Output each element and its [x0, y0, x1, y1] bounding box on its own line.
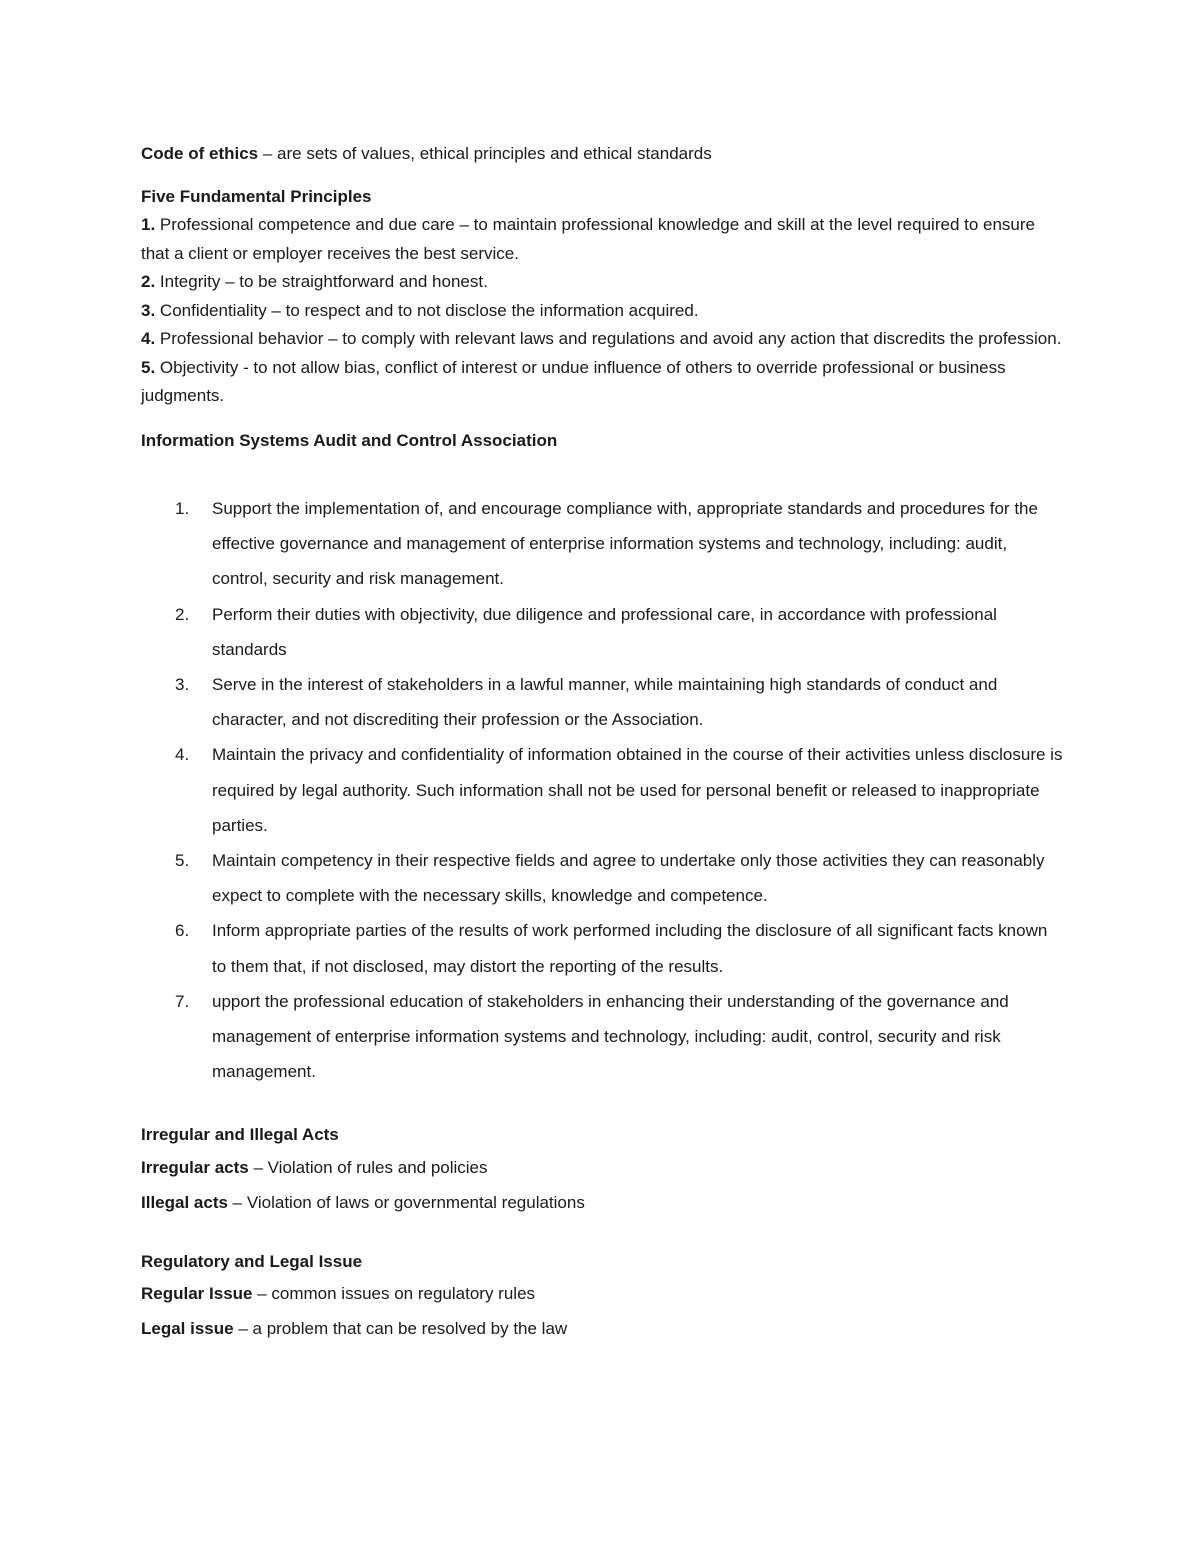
isaca-heading: Information Systems Audit and Control Association: [141, 430, 558, 450]
list-number: 5.: [175, 851, 190, 871]
definition-text: – a problem that can be resolved by the law: [233, 1319, 568, 1339]
definition-item: [141, 1185, 1066, 1220]
list-number: 3.: [175, 675, 190, 695]
principle-item: [141, 325, 1066, 354]
principle-number: 3.: [141, 300, 156, 320]
irregular-illegal-section: [141, 1121, 1066, 1220]
definition-term: Legal issue: [141, 1319, 234, 1339]
principle-number: 4.: [141, 329, 156, 348]
list-number: 6.: [175, 921, 190, 941]
list-number: 1.: [175, 499, 190, 518]
principle-number: 1.: [141, 215, 156, 234]
definition-text: – Violation of laws or governmental regulations: [227, 1192, 585, 1212]
principle-text: Integrity – to be straightforward and honest.: [155, 272, 488, 291]
list-number: 7.: [175, 991, 190, 1011]
code-of-ethics-term: Code of ethics: [141, 144, 259, 163]
principle-item: [141, 211, 1066, 268]
definition-term: Irregular acts: [141, 1157, 249, 1177]
isaca-list-item: [141, 737, 1066, 843]
definition-item: [141, 1276, 1066, 1311]
fundamental-principles-heading: Five Fundamental Principles: [141, 186, 372, 206]
list-item-text: Maintain competency in their respective fields and agree to undertake only those activities they can reasonably expect to complete with the necessary skills, knowledge and competence.: [212, 851, 1045, 906]
definition-term: Illegal acts: [141, 1192, 228, 1212]
list-item-text: Maintain the privacy and confidentiality of information obtained in the course of their activities unless disclosure is required by legal authority. Such information shall not be used for personal benefit or released to inappropriate parties.: [212, 745, 1063, 835]
isaca-list-item: [141, 984, 1066, 1090]
definition-item: [141, 1150, 1066, 1185]
isaca-list-item: [141, 667, 1066, 737]
list-item-text: Inform appropriate parties of the results of work performed including the disclosure of all significant facts known to them that, if not disclosed, may distort the reporting of the results.: [212, 921, 1048, 976]
isaca-list-item: [141, 491, 1066, 597]
principle-text: Objectivity - to not allow bias, conflict of interest or undue influence of others to override professional or business judgments.: [141, 357, 1006, 405]
isaca-list-item: [141, 913, 1066, 983]
principle-number: 5.: [141, 357, 156, 377]
list-item-text: upport the professional education of stakeholders in enhancing their understanding of the governance and management of enterprise information systems and technology, including: audit, control, security and risk management.: [212, 991, 1009, 1082]
definition-text: – Violation of rules and policies: [248, 1157, 488, 1177]
code-of-ethics-text: – are sets of values, ethical principles and ethical standards: [258, 144, 712, 163]
list-item-text: Support the implementation of, and encourage compliance with, appropriate standards and procedures for the effective governance and management of enterprise information systems and technology, including: audit, control, security and risk management.: [212, 499, 1038, 589]
isaca-list: [141, 491, 1066, 1089]
principle-item: [141, 354, 1066, 411]
principle-item: [141, 297, 1066, 326]
definition-text: – common issues on regulatory rules: [252, 1284, 536, 1304]
definition-term: Regular Issue: [141, 1284, 253, 1304]
document-body: [141, 140, 1066, 1346]
regulatory-legal-heading: Regulatory and Legal Issue: [141, 1251, 363, 1271]
regulatory-legal-section: [141, 1248, 1066, 1347]
definition-item: [141, 1311, 1066, 1346]
code-of-ethics-definition: [141, 140, 1066, 169]
principle-text: Professional behavior – to comply with relevant laws and regulations and avoid any action that discredits the profession.: [155, 329, 1062, 348]
list-item-text: Serve in the interest of stakeholders in a lawful manner, while maintaining high standards of conduct and character, and not discrediting their profession or the Association.: [212, 675, 998, 730]
list-number: 4.: [175, 745, 190, 765]
principle-number: 2.: [141, 272, 156, 291]
list-item-text: Perform their duties with objectivity, due diligence and professional care, in accordance with professional standards: [212, 604, 997, 659]
isaca-list-item: [141, 843, 1066, 913]
principle-text: Professional competence and due care – to maintain professional knowledge and skill at the level required to ensure that a client or employer receives the best service.: [141, 215, 1035, 263]
irregular-illegal-heading: Irregular and Illegal Acts: [141, 1125, 339, 1145]
principle-text: Confidentiality – to respect and to not disclose the information acquired.: [155, 300, 699, 320]
list-number: 2.: [175, 604, 190, 624]
isaca-list-item: [141, 597, 1066, 667]
principle-item: [141, 268, 1066, 297]
